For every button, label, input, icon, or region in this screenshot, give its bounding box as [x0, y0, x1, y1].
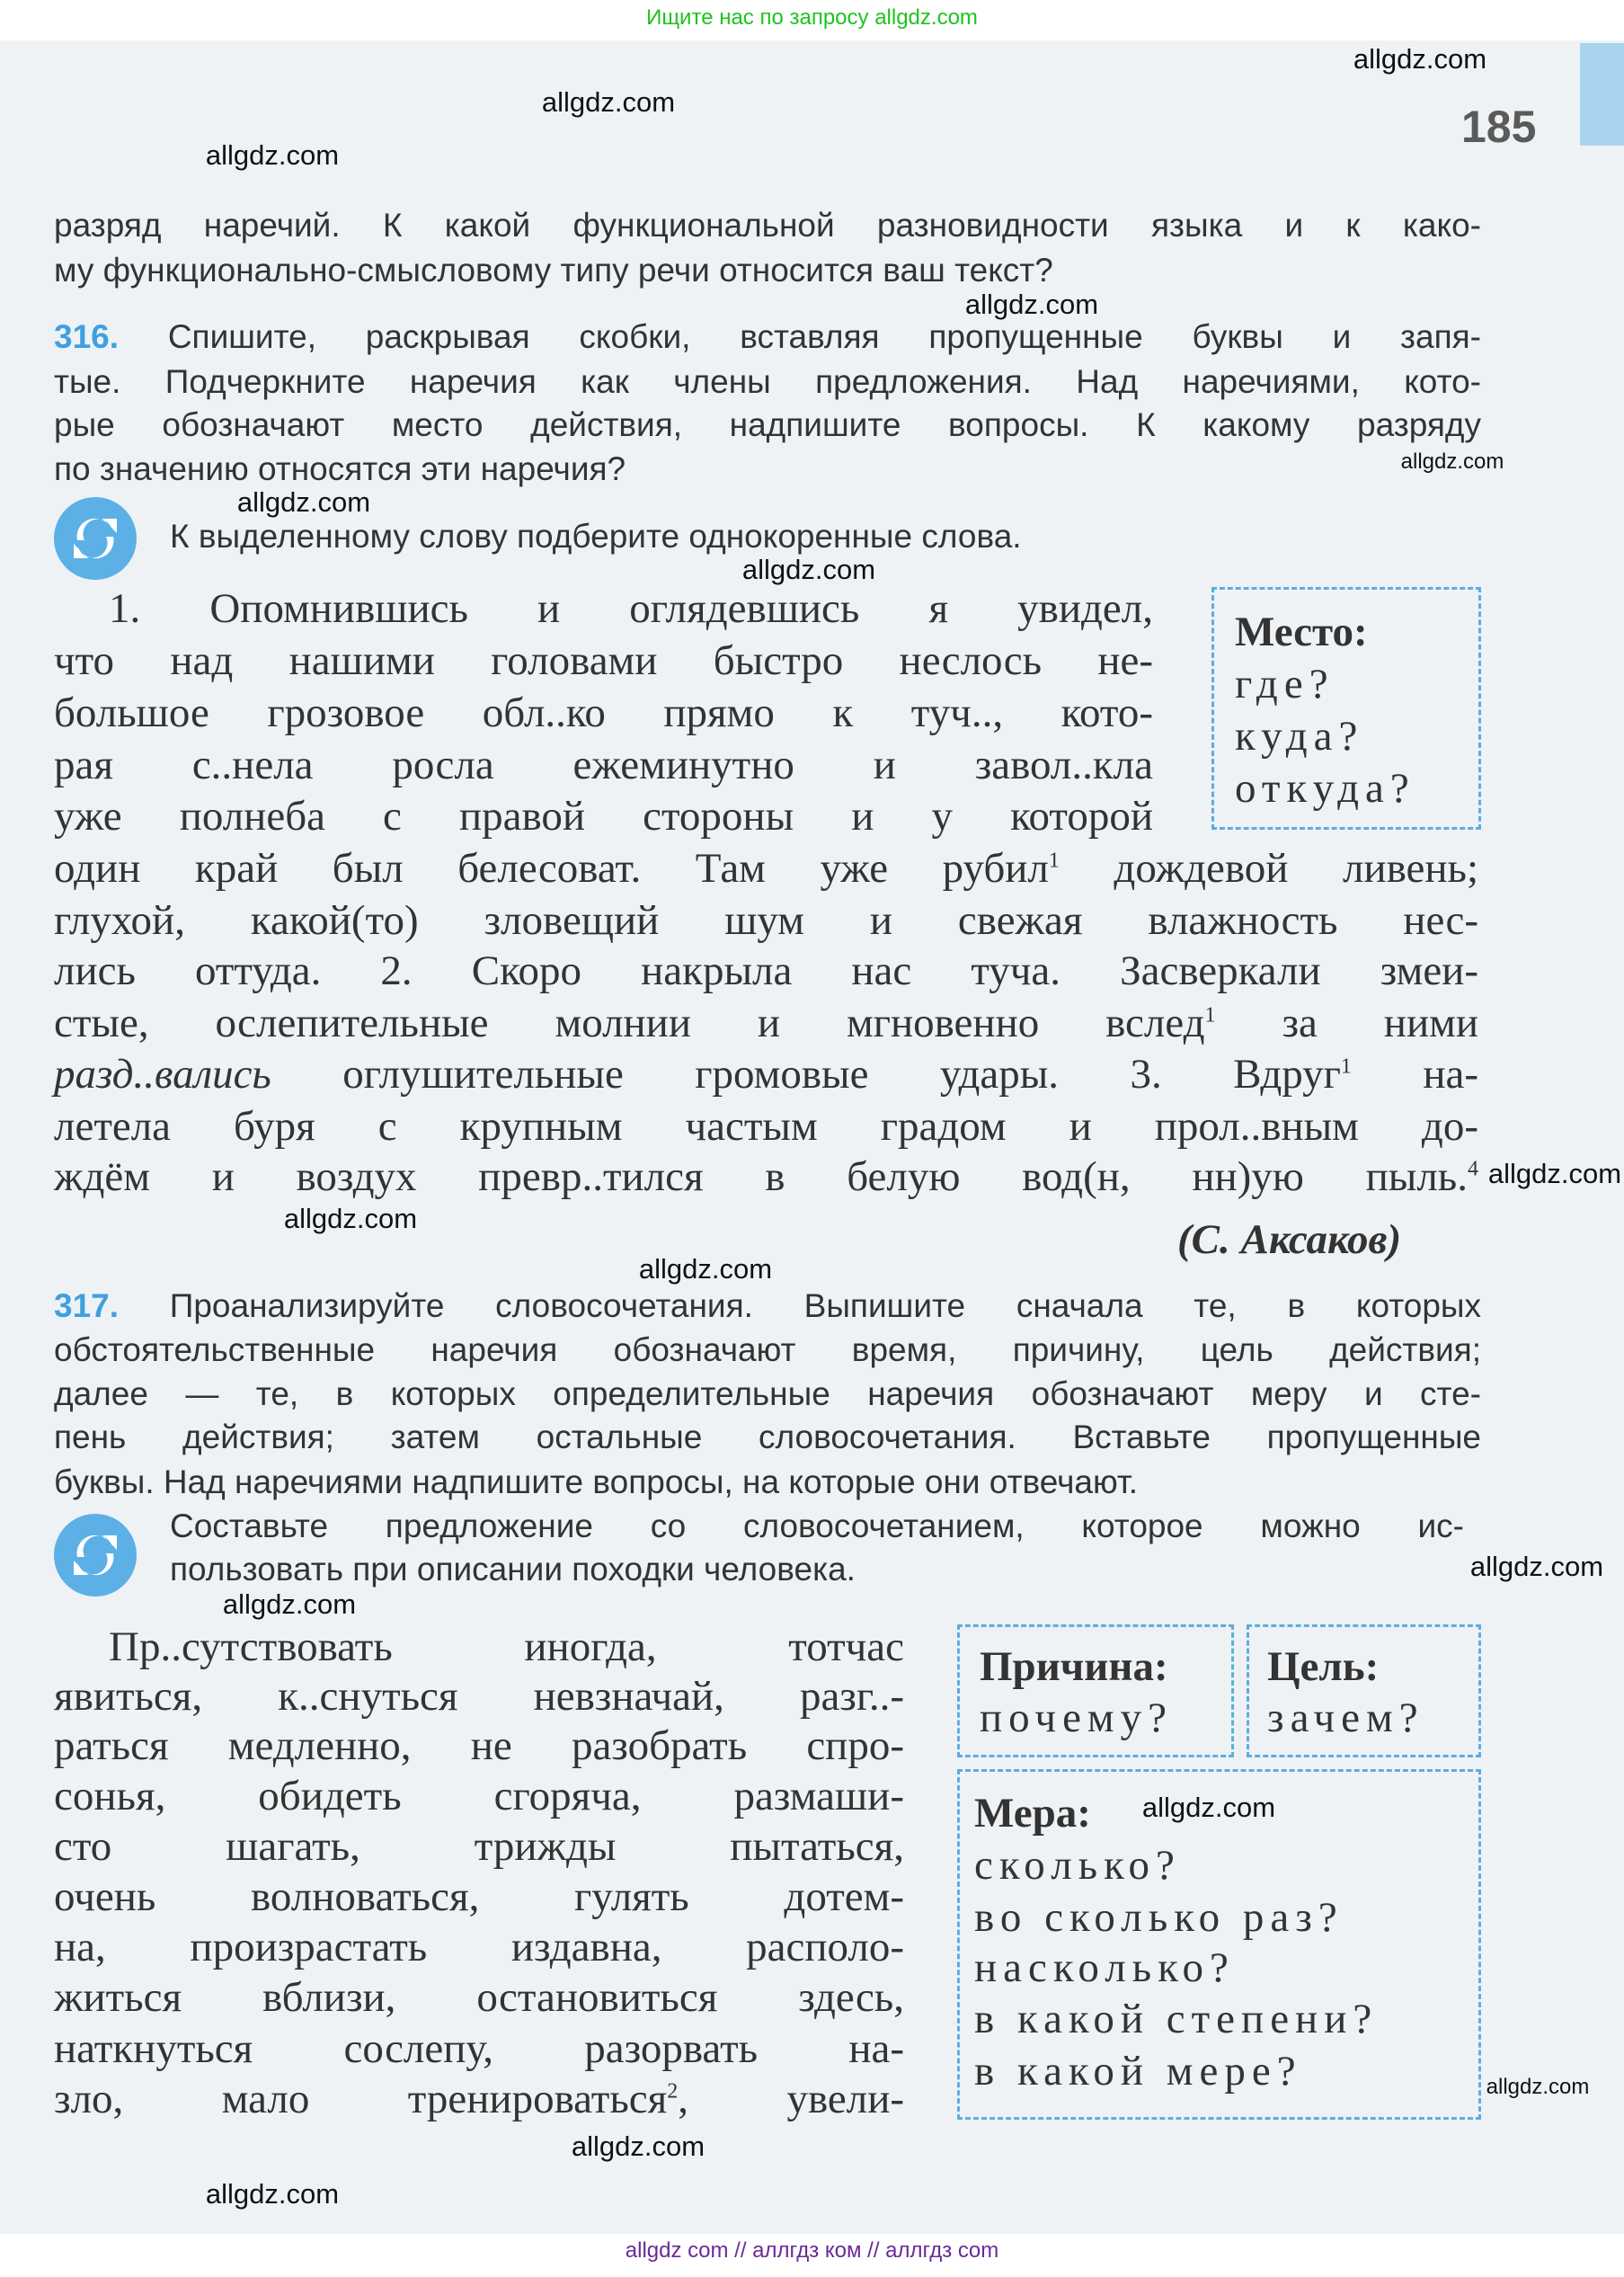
- watermark: allgdz.com: [571, 2130, 706, 2162]
- text-line: что над нашими головами быстро неслось не-: [54, 637, 1153, 684]
- phrase-line: сонья, обидеть сгоряча, размаши-: [54, 1773, 904, 1819]
- text-line: лись оттуда. 2. Скоро накрыла нас туча. Засверкали змеи-: [54, 947, 1478, 994]
- text-line: [54, 844, 1478, 893]
- text-segment: ждём и воздух превр..тился в белую вод: [54, 1153, 1084, 1200]
- footnote-mark: 1: [1048, 849, 1060, 873]
- text-line: рая с..нела росла ежеминутно и завол..кла: [54, 742, 1153, 788]
- exercise-317-line: далее — те, в которых определительные наречия обозначают меру и сте-: [54, 1375, 1481, 1412]
- phrase-line: на, произрастать издавна, располо-: [54, 1924, 904, 1970]
- box-question: сколько?: [974, 1842, 1181, 1889]
- watermark: allgdz.com: [1469, 1551, 1604, 1582]
- text-segment: стые, ослепительные молнии и мгновенно вслед: [54, 1000, 1205, 1046]
- box-question: почему?: [980, 1694, 1174, 1741]
- exercise-317-line: пень действия; затем остальные словосочетания. Вставьте пропущенные: [54, 1419, 1481, 1455]
- text-segment: (н, нн)ую пыль.: [1083, 1153, 1468, 1200]
- text-line: большое грозовое обл..ко прямо к туч.., кото-: [54, 689, 1153, 736]
- watermark: allgdz.com: [964, 289, 1099, 320]
- phrase-line: наткнуться сослепу, разорвать на-: [54, 2025, 904, 2072]
- watermark: allgdz.com: [1353, 43, 1487, 75]
- instruction-text: Проанализируйте словосочетания. Выпишите сначала те, в которых: [169, 1287, 1481, 1324]
- text-segment: , увели-: [678, 2076, 904, 2122]
- footnote-mark: 2: [667, 2079, 679, 2104]
- box-question: откуда?: [1235, 765, 1415, 812]
- text-segment: зло, мало тренироваться: [54, 2076, 668, 2122]
- phrase-line: Пр..сутствовать иногда, тотчас: [109, 1623, 904, 1670]
- text-line: [54, 1152, 1478, 1201]
- exercise-number: 317.: [54, 1287, 120, 1324]
- task-text: К выделенному слову подберите однокоренные слова.: [170, 518, 1022, 555]
- footnote-mark: 1: [1340, 1054, 1352, 1079]
- task-text: Составьте предложение со словосочетанием, которое можно ис-: [170, 1508, 1464, 1544]
- box-title: Цель:: [1267, 1643, 1380, 1690]
- text-line: глухой, какой(то) зловещий шум и свежая влажность нес-: [54, 897, 1478, 944]
- text-line: [54, 1050, 1478, 1098]
- bottom-banner[interactable]: allgdz com // аллгдз ком // аллгдз com: [625, 2238, 999, 2263]
- text-segment: один край был белесоват. Там уже рубил: [54, 845, 1049, 892]
- box-question: насколько?: [974, 1944, 1235, 1991]
- text-line: 1. Опомнившись и оглядевшись я увидел,: [109, 585, 1153, 632]
- phrase-line: очень волноваться, гулять дотем-: [54, 1873, 904, 1920]
- box-question: где?: [1235, 661, 1335, 707]
- box-title: Место:: [1235, 609, 1368, 655]
- box-question: во сколько раз?: [974, 1894, 1344, 1941]
- watermark: allgdz.com: [1141, 1792, 1276, 1823]
- watermark: allgdz.com: [741, 554, 876, 585]
- exercise-316-line: [54, 318, 1481, 356]
- exercise-316-line: по значению относятся эти наречия?: [54, 450, 626, 487]
- related-words-icon: [54, 1514, 137, 1597]
- page-tab: [1580, 43, 1624, 146]
- watermark: allgdz.com: [1487, 1158, 1622, 1189]
- watermark: allgdz.com: [205, 139, 340, 171]
- box-question: куда?: [1235, 713, 1364, 760]
- text-line: летела буря с крупным частым градом и прол..вным до-: [54, 1103, 1478, 1150]
- watermark: allgdz.com: [1400, 449, 1504, 474]
- footnote-mark: 4: [1468, 1157, 1478, 1181]
- text-segment: за ними: [1282, 1000, 1478, 1046]
- box-question: в какой степени?: [974, 1996, 1379, 2042]
- watermark: allgdz.com: [283, 1203, 418, 1234]
- exercise-317-line: обстоятельственные наречия обозначают время, причину, цель действия;: [54, 1331, 1481, 1368]
- phrase-line: раться медленно, не разобрать спро-: [54, 1722, 904, 1769]
- phrase-line: сто шагать, трижды пытаться,: [54, 1823, 904, 1870]
- text-line: уже полнеба с правой стороны и у которой: [54, 793, 1153, 840]
- box-question: в какой мере?: [974, 2048, 1302, 2095]
- box-title: Мера:: [974, 1790, 1091, 1837]
- text-line: [54, 999, 1478, 1047]
- text-segment: дождевой ливень;: [1114, 845, 1479, 892]
- exercise-317-line: [54, 1287, 1481, 1325]
- intro-line: му функционально-смысловому типу речи относится ваш текст?: [54, 252, 1053, 289]
- phrase-line: житься вблизи, остановиться здесь,: [54, 1974, 904, 2021]
- phrase-line: [54, 2075, 904, 2123]
- watermark: allgdz.com: [222, 1588, 357, 1620]
- intro-line: разряд наречий. К какой функциональной разновидности языка и к како-: [54, 207, 1481, 244]
- author-credit: (С. Аксаков): [1177, 1216, 1402, 1263]
- top-banner[interactable]: Ищите нас по запросу allgdz.com: [646, 5, 978, 30]
- box-title: Причина:: [980, 1643, 1168, 1690]
- watermark: allgdz.com: [205, 2178, 340, 2210]
- footnote-mark: 1: [1204, 1003, 1216, 1027]
- instruction-text: Спишите, раскрывая скобки, вставляя пропущенные буквы и запя-: [167, 318, 1481, 355]
- highlighted-word: разд..вались: [54, 1051, 271, 1098]
- exercise-317-line: буквы. Над наречиями надпишите вопросы, на которые они отвечают.: [54, 1463, 1139, 1500]
- page-number: 185: [1461, 102, 1537, 152]
- box-question: зачем?: [1267, 1694, 1424, 1741]
- watermark: allgdz.com: [236, 486, 371, 518]
- phrase-line: явиться, к..снуться невзначай, разг..-: [54, 1673, 904, 1720]
- related-words-icon: [54, 497, 137, 580]
- watermark: allgdz.com: [1486, 2075, 1590, 2099]
- text-segment: оглушительные громовые удары. 3. Вдруг: [342, 1051, 1341, 1098]
- exercise-number: 316.: [54, 318, 120, 355]
- watermark: allgdz.com: [638, 1253, 773, 1285]
- task-text: пользовать при описании походки человека.: [170, 1551, 856, 1588]
- watermark: allgdz.com: [541, 86, 676, 118]
- text-segment: на-: [1423, 1051, 1478, 1098]
- exercise-316-line: рые обозначают место действия, надпишите вопросы. К какому разряду: [54, 406, 1481, 443]
- exercise-316-line: тые. Подчеркните наречия как члены предложения. Над наречиями, кото-: [54, 363, 1481, 400]
